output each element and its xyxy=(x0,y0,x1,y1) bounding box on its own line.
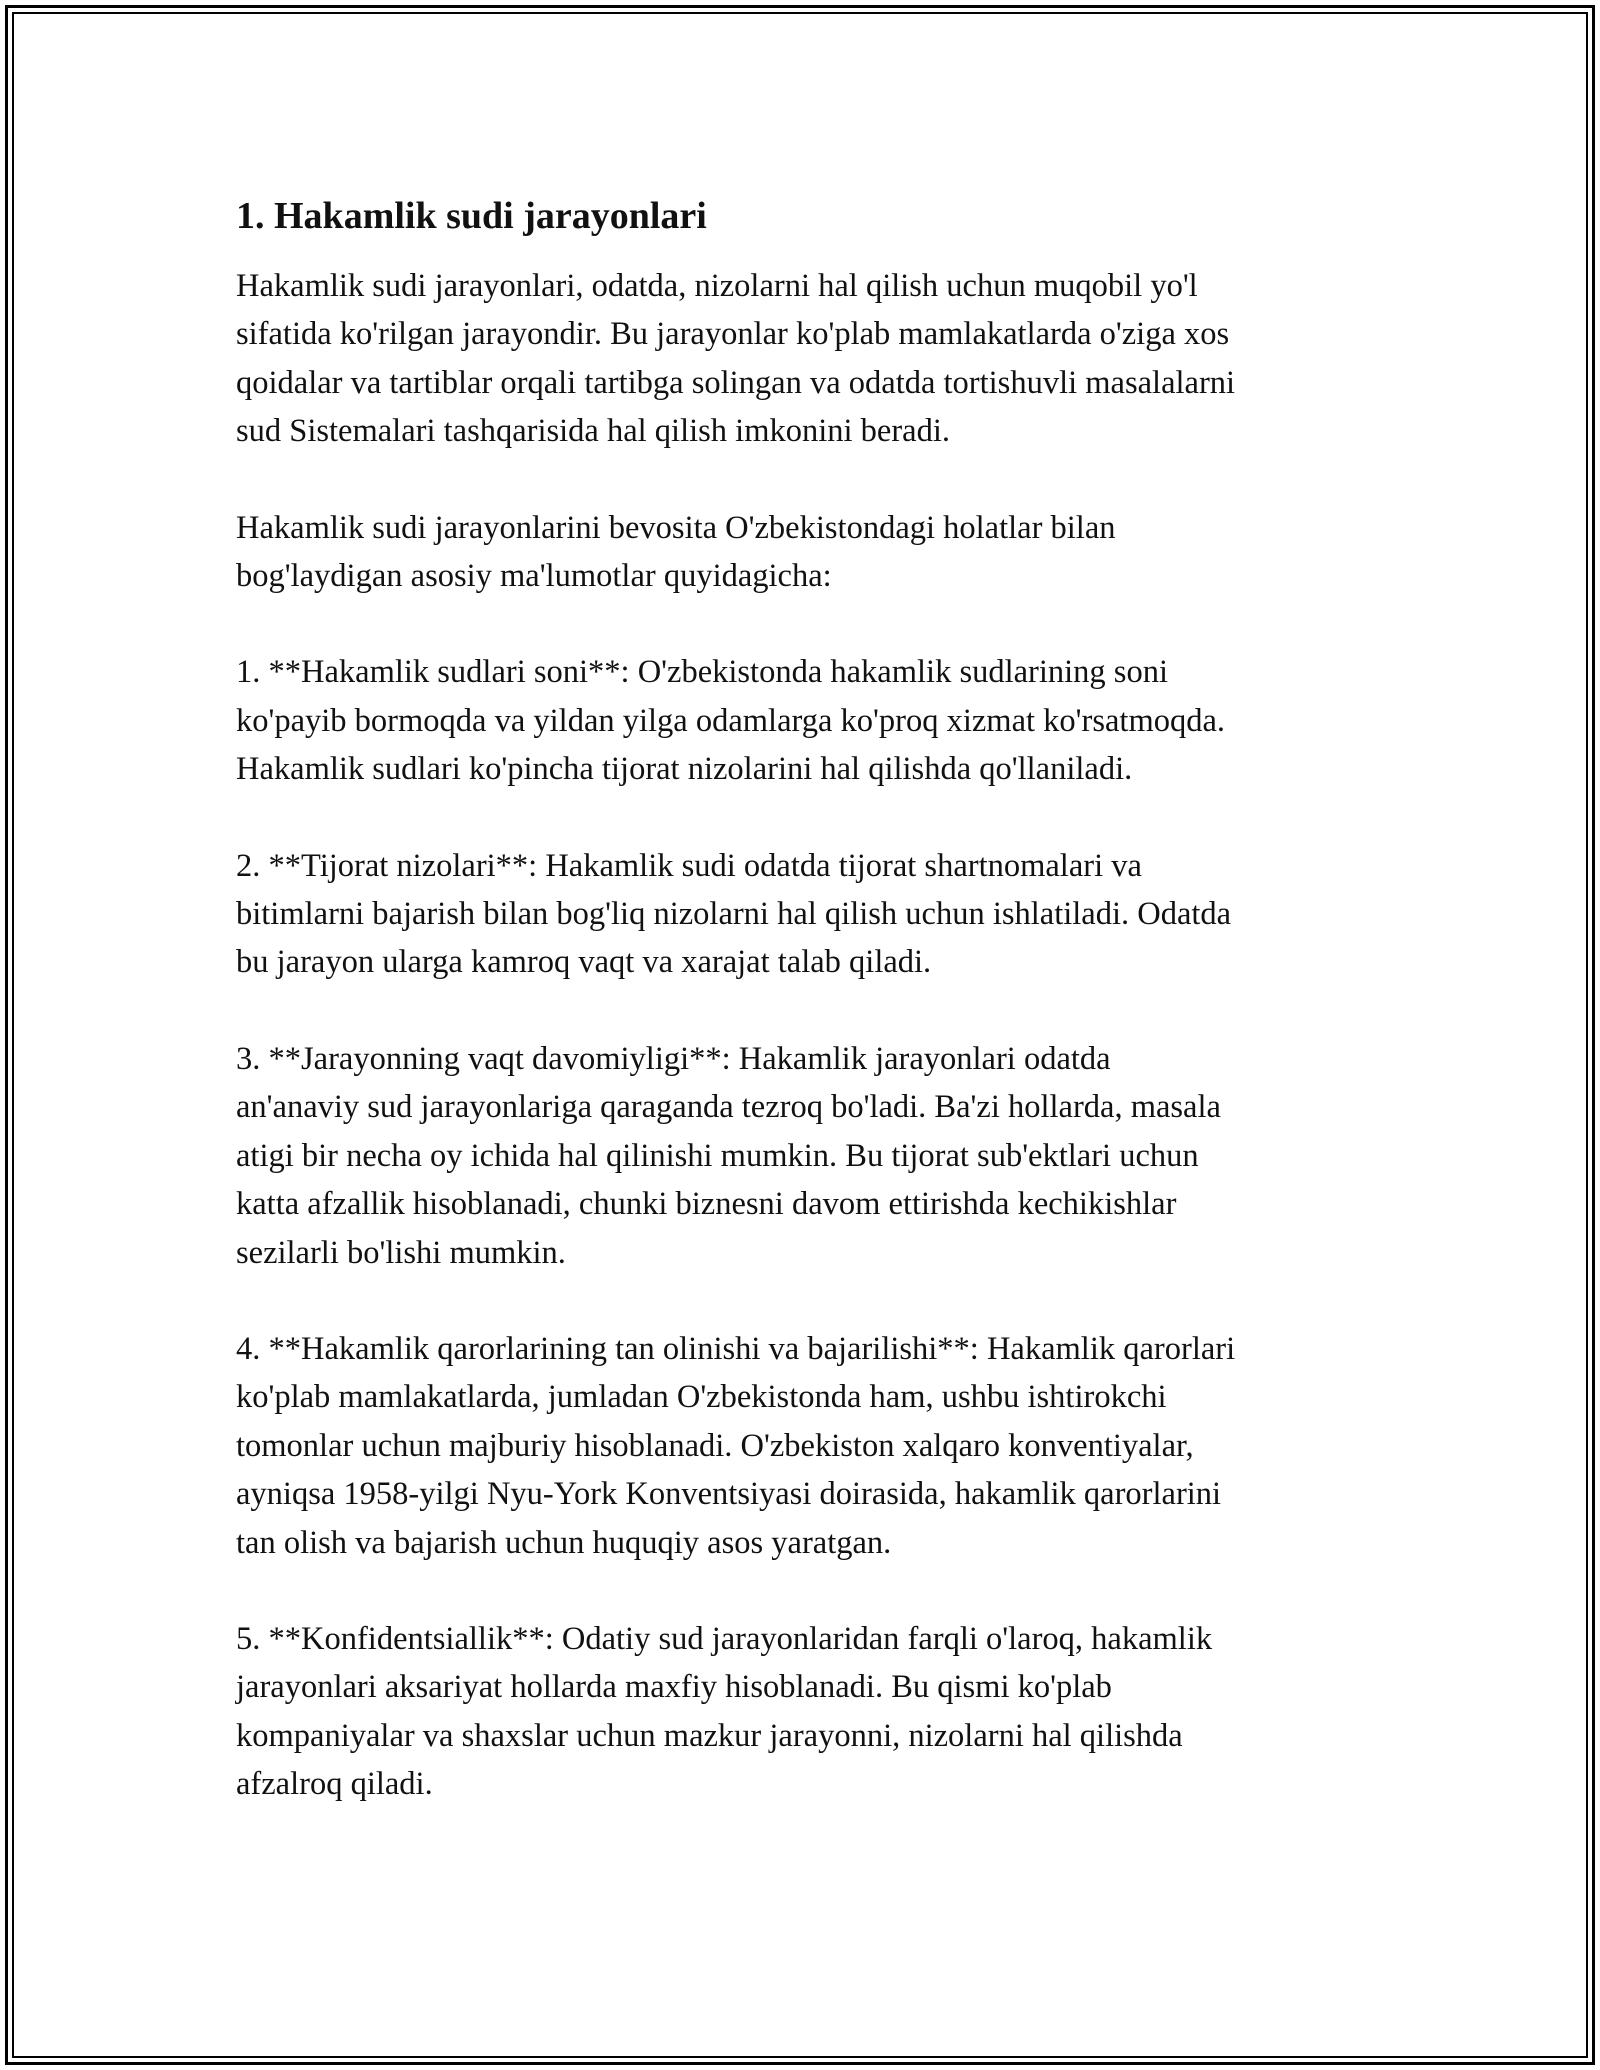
context-paragraph: Hakamlik sudi jarayonlarini bevosita O'zbekistondagi holatlar bilan bog'laydigan asosiy ma'lumotlar quyidagicha: xyxy=(236,509,1116,595)
point-2-paragraph: 2. **Tijorat nizolari**: Hakamlik sudi odatda tijorat shartnomalari va bitimlarni bajarish bilan bog'liq nizolarni hal qilish uchun ishlatiladi. Odatda bu jarayon ularga kamroq vaqt va xarajat talab qiladi. xyxy=(236,847,1232,981)
point-4-paragraph: 4. **Hakamlik qarorlarining tan olinishi va bajarilishi**: Hakamlik qarorlari ko'plab mamlakatlarda, jumladan O'zbekistonda ham, ushbu ishtirokchi tomonlar uchun majburiy hisoblanadi. O'zbekiston xalqaro konventiyalar, ayniqsa 1958-yilgi Nyu-York Konventsiyasi doirasida, hakamlik qarorlarini tan olish va bajarish uchun huquqiy asos yaratgan. xyxy=(236,1330,1236,1561)
intro-paragraph: Hakamlik sudi jarayonlari, odatda, nizolarni hal qilish uchun muqobil yo'l sifatida ko'rilgan jarayondir. Bu jarayonlar ko'plab mamlakatlarda o'ziga xos qoidalar va tartiblar orqali tartibga solingan va odatda tortishuvli masalalarni sud Sistemalari tashqarisida hal qilish imkonini beradi. xyxy=(236,268,1236,450)
point-3-paragraph: 3. **Jarayonning vaqt davomiyligi**: Hakamlik jarayonlari odatda an'anaviy sud jarayonlariga qaraganda tezroq bo'ladi. Ba'zi hollarda, masala atigi bir necha oy ichida hal qilinishi mumkin. Bu tijorat sub'ektlari uchun katta afzallik hisoblanadi, chunki biznesni davom ettirishda kechikishlar sezilarli bo'lishi mumkin. xyxy=(236,1040,1221,1271)
point-1-paragraph: 1. **Hakamlik sudlari soni**: O'zbekistonda hakamlik sudlarining soni ko'payib bormoqda va yildan yilga odamlarga ko'proq xizmat ko'rsatmoqda. Hakamlik sudlari ko'pincha tijorat nizolarini hal qilishda qo'llaniladi. xyxy=(236,654,1226,788)
point-5-paragraph: 5. **Konfidentsiallik**: Odatiy sud jarayonlaridan farqli o'laroq, hakamlik jarayonlari aksariyat hollarda maxfiy hisoblanadi. Bu qismi ko'plab kompaniyalar va shaxslar uchun mazkur jarayonni, nizolarni hal qilishda afzalroq qiladi. xyxy=(236,1620,1213,1803)
document-body xyxy=(236,190,1386,1857)
section-heading: 1. Hakamlik sudi jarayonlari xyxy=(236,195,707,237)
